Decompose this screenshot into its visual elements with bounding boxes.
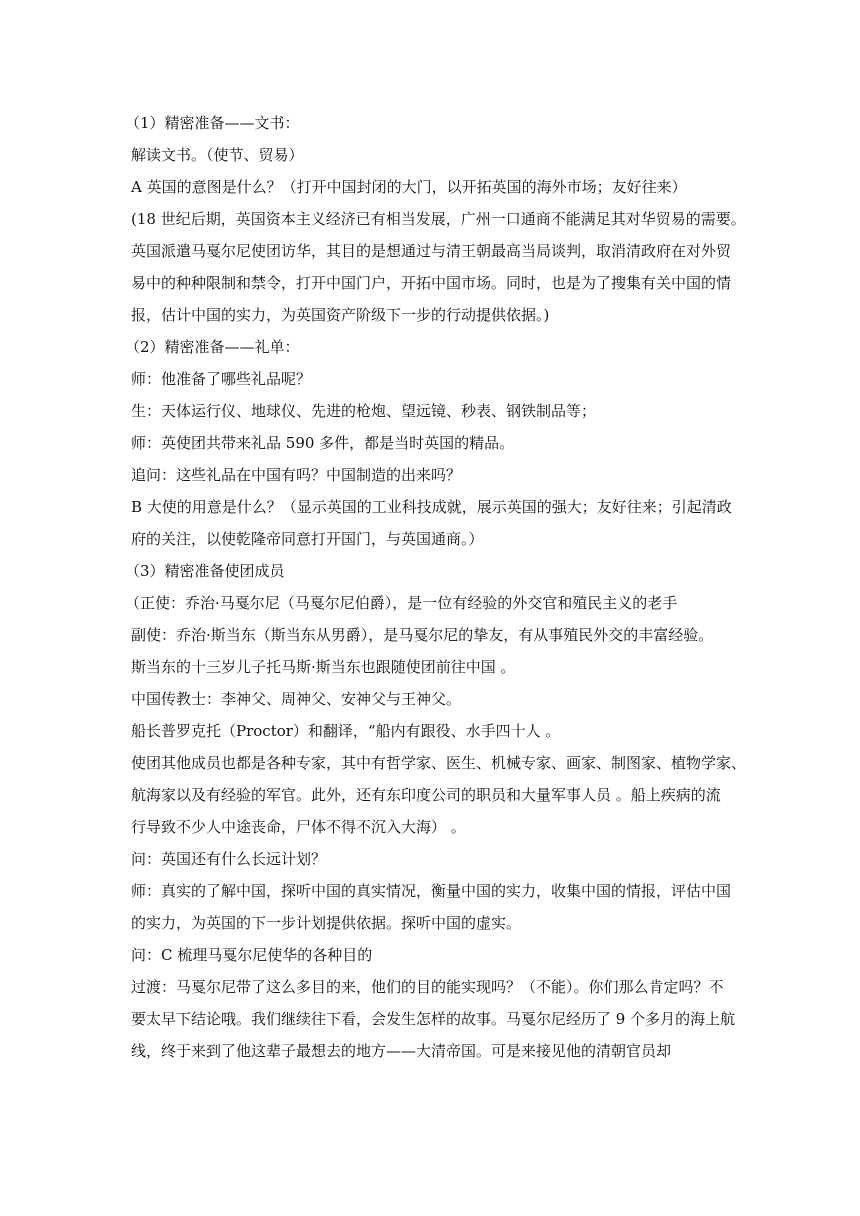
text-line: 生：天体运行仪、地球仪、先进的枪炮、望远镜、秒表、钢铁制品等；	[131, 402, 597, 420]
text-line: 过渡：马戛尔尼带了这么多目的来，他们的目的能实现吗？（不能）。你们那么肯定吗？不	[131, 978, 724, 996]
section-heading-documents: （1）精密准备——文书：	[125, 114, 300, 132]
text-line: 师：英使团共带来礼品 590 多件，都是当时英国的精品。	[131, 434, 515, 452]
text-line: 斯当东的十三岁儿子托马斯·斯当东也跟随使团前往中国 。	[131, 658, 516, 676]
text-line: 府的关注，以使乾隆帝同意打开国门，与英国通商。）	[131, 530, 484, 548]
document-body	[125, 107, 747, 1067]
text-line: 船长普罗克托（Proctor）和翻译，“船内有跟役、水手四十人 。	[131, 722, 561, 740]
text-line: 使团其他成员也都是各种专家，其中有哲学家、医生、机械专家、画家、制图家、植物学家、	[131, 754, 747, 772]
text-line: 的实力，为英国的下一步计划提供依据。探听中国的虚实。	[131, 914, 522, 932]
text-line: 要太早下结论哦。我们继续往下看，会发生怎样的故事。马戛尔尼经历了 9 个多月的海上航	[131, 1010, 736, 1028]
text-line: 师：他准备了哪些礼品呢？	[131, 370, 312, 388]
text-line: 英国派遣马戛尔尼使团访华，其目的是想通过与清王朝最高当局谈判，取消清政府在对外贸	[131, 242, 732, 260]
text-line: 问：英国还有什么长远计划？	[131, 850, 327, 868]
text-line: (18 世纪后期，英国资本主义经济已有相当发展，广州一口通商不能满足其对华贸易的需要。	[131, 210, 746, 228]
text-line: 追问：这些礼品在中国有吗？中国制造的出来吗？	[131, 466, 462, 484]
text-line: 航海家以及有经验的军官。此外，还有东印度公司的职员和大量军事人员 。船上疾病的流	[131, 786, 721, 804]
text-line: 解读文书。（使节、贸易）	[131, 146, 304, 164]
text-line: 副使：乔治·斯当东（斯当东从男爵），是马戛尔尼的挚友，有从事殖民外交的丰富经验。	[131, 626, 714, 644]
section-heading-gifts: （2）精密准备——礼单：	[125, 338, 300, 356]
question-b-line: B 大使的用意是什么？（显示英国的工业科技成就，展示英国的强大；友好往来；引起清政	[131, 498, 732, 516]
text-line: （正使：乔治·马戛尔尼（马戛尔尼伯爵），是一位有经验的外交官和殖民主义的老手	[125, 594, 678, 612]
text-line: 师：真实的了解中国，探听中国的真实情况，衡量中国的实力，收集中国的情报，评估中国	[131, 882, 732, 900]
text-line: 报，估计中国的实力，为英国资产阶级下一步的行动提供依据。)	[131, 306, 550, 324]
text-line: 中国传教士：李神父、周神父、安神父与王神父。	[131, 690, 462, 708]
text-line: 线，终于来到了他这辈子最想去的地方——大清帝国。可是来接见他的清朝官员却	[131, 1042, 672, 1060]
text-line: 行导致不少人中途丧命，尸体不得不沉入大海） 。	[131, 818, 466, 836]
text-line: 易中的种种限制和禁令，打开中国门户，开拓中国市场。同时，也是为了搜集有关中国的情	[131, 274, 732, 292]
question-a-line: A 英国的意图是什么？（打开中国封闭的大门，以开拓英国的海外市场；友好往来）	[131, 178, 687, 196]
question-c-line: 问：C 梳理马戛尔尼使华的各种目的	[131, 946, 373, 964]
section-heading-members: （3）精密准备使团成员	[125, 562, 285, 580]
